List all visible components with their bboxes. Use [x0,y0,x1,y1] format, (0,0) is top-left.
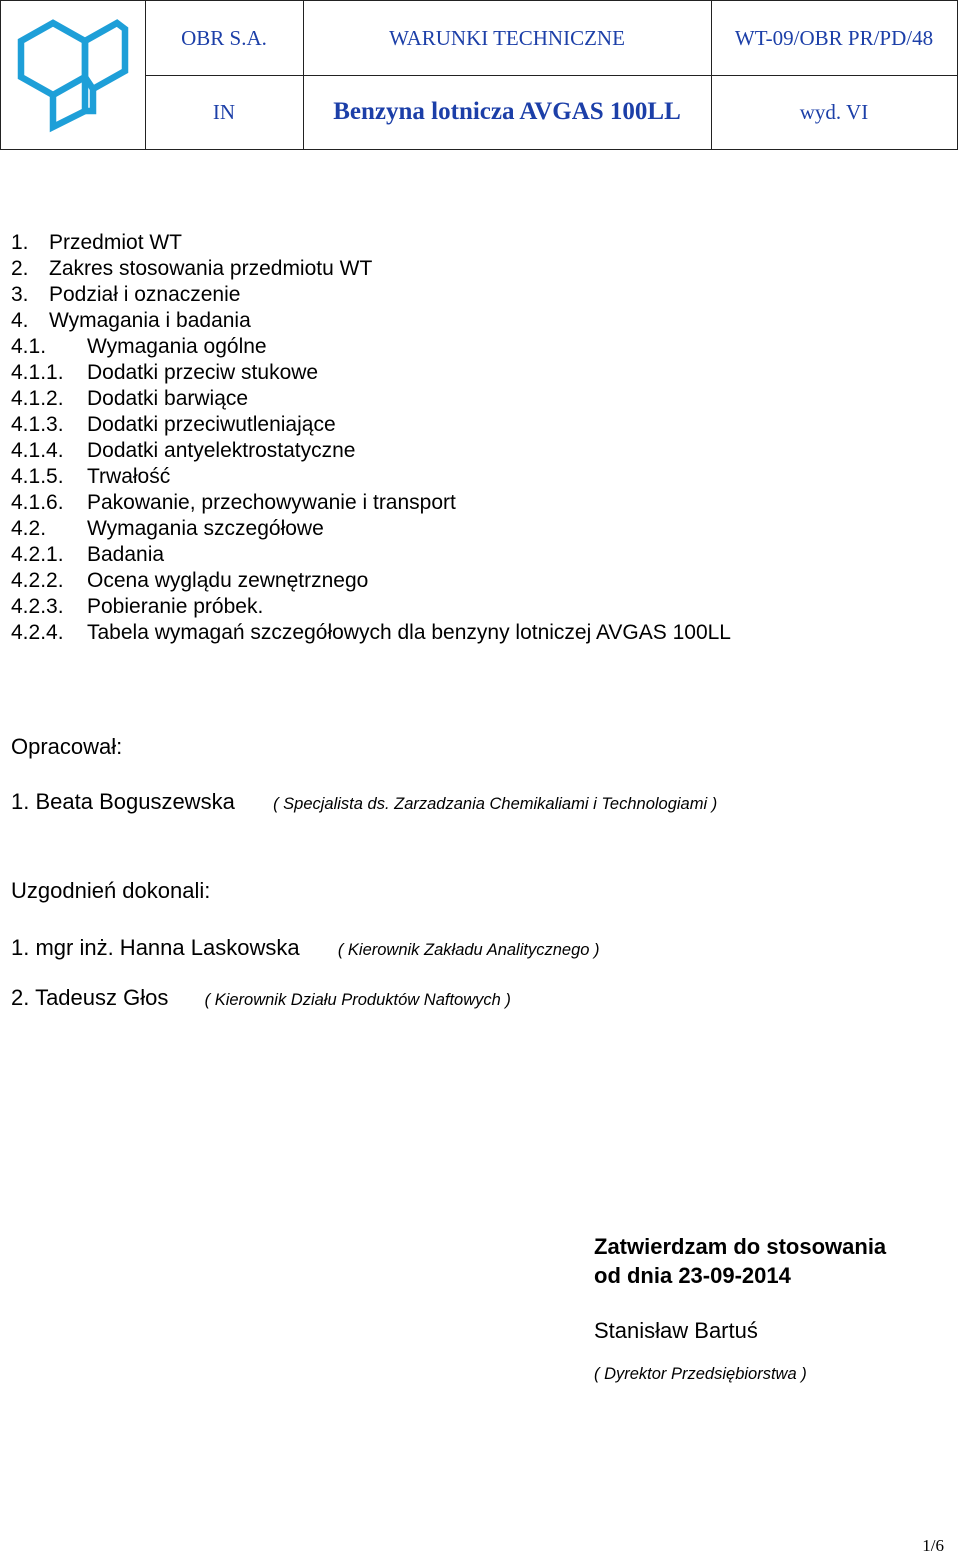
toc-item [11,412,731,438]
toc-item-text: Ocena wyglądu zewnętrznego [87,569,369,592]
agreer-1 [11,935,600,961]
prepared-label: Opracował: [11,734,123,759]
toc-item-number: 4.1.3. [11,413,64,436]
toc-item [11,360,731,386]
toc-item [11,490,731,516]
page-number: 1/6 [922,1536,944,1555]
toc-item-number: 4.1.4. [11,439,64,462]
document-header [0,0,958,150]
toc-item-number: 1. [11,231,29,254]
doc-type: WARUNKI TECHNICZNE [303,0,712,76]
obr-hexagon-logo-icon [13,15,133,135]
toc-item [11,620,731,646]
toc-item-text: Wymagania szczegółowe [87,517,324,540]
doc-title: Benzyna lotnicza AVGAS 100LL [303,75,712,150]
doc-lang: IN [145,75,304,150]
toc-item-number: 4.2.1. [11,543,64,566]
toc-item [11,256,731,282]
toc-item-text: Dodatki antyelektrostatyczne [87,439,356,462]
logo-cell [0,0,146,150]
toc-item-text: Tabela wymagań szczegółowych dla benzyny lotniczej AVGAS 100LL [87,621,731,644]
org-name: OBR S.A. [145,0,304,76]
preparer [11,789,717,815]
toc-item-number: 4.2.2. [11,569,64,592]
approver-role: ( Dyrektor Przedsiębiorstwa ) [594,1365,807,1383]
toc-item-number: 4. [11,309,29,332]
toc-item-number: 4.1.5. [11,465,64,488]
toc-item-text: Dodatki przeciw stukowe [87,361,319,384]
agreer-2 [11,985,511,1011]
toc-item-number: 4.1.6. [11,491,64,514]
toc-item-number: 4.1.1. [11,361,64,384]
doc-edition: wyd. VI [711,75,958,150]
agreer-name: 2. Tadeusz Głos [11,985,169,1010]
toc-item-text: Badania [87,543,165,566]
toc-item-text: Pakowanie, przechowywanie i transport [87,491,456,514]
toc-item-number: 4.2.3. [11,595,64,618]
toc-item-text: Trwałość [87,465,171,488]
toc-item-text: Wymagania ogólne [87,335,267,358]
toc-item-text: Zakres stosowania przedmiotu WT [49,257,373,280]
preparer-name: 1. Beata Boguszewska [11,789,235,814]
toc-item [11,282,731,308]
toc-item-text: Wymagania i badania [49,309,251,332]
toc-item-number: 4.2.4. [11,621,64,644]
toc-item-number: 3. [11,283,29,306]
toc-item-text: Przedmiot WT [49,231,183,254]
toc-item [11,516,731,542]
agreed-label: Uzgodnień dokonali: [11,878,211,903]
approval-line-2: od dnia 23-09-2014 [594,1263,791,1288]
toc-item [11,230,731,256]
toc-item [11,438,731,464]
toc-item [11,594,731,620]
toc-item [11,386,731,412]
agreer-name: 1. mgr inż. Hanna Laskowska [11,935,300,960]
doc-code: WT-09/OBR PR/PD/48 [711,0,958,76]
toc-item-number: 4.1.2. [11,387,64,410]
table-of-contents [11,230,731,646]
toc-item-number: 2. [11,257,29,280]
approver-name: Stanisław Bartuś [594,1318,758,1343]
approval-line-1: Zatwierdzam do stosowania [594,1234,887,1259]
toc-item-number: 4.1. [11,335,47,358]
toc-item-text: Podział i oznaczenie [49,283,241,306]
toc-item-text: Dodatki przeciwutleniające [87,413,336,436]
toc-item [11,308,731,334]
agreer-role: ( Kierownik Działu Produktów Naftowych ) [204,991,511,1009]
approval-block [594,1232,886,1384]
preparer-role: ( Specjalista ds. Zarzadzania Chemikaliami i Technologiami ) [273,795,718,813]
agreer-role: ( Kierownik Zakładu Analitycznego ) [337,941,600,959]
toc-item [11,542,731,568]
toc-item [11,334,731,360]
toc-item-text: Dodatki barwiące [87,387,249,410]
toc-item [11,464,731,490]
toc-item [11,568,731,594]
toc-item-number: 4.2. [11,517,47,540]
toc-item-text: Pobieranie próbek. [87,595,264,618]
